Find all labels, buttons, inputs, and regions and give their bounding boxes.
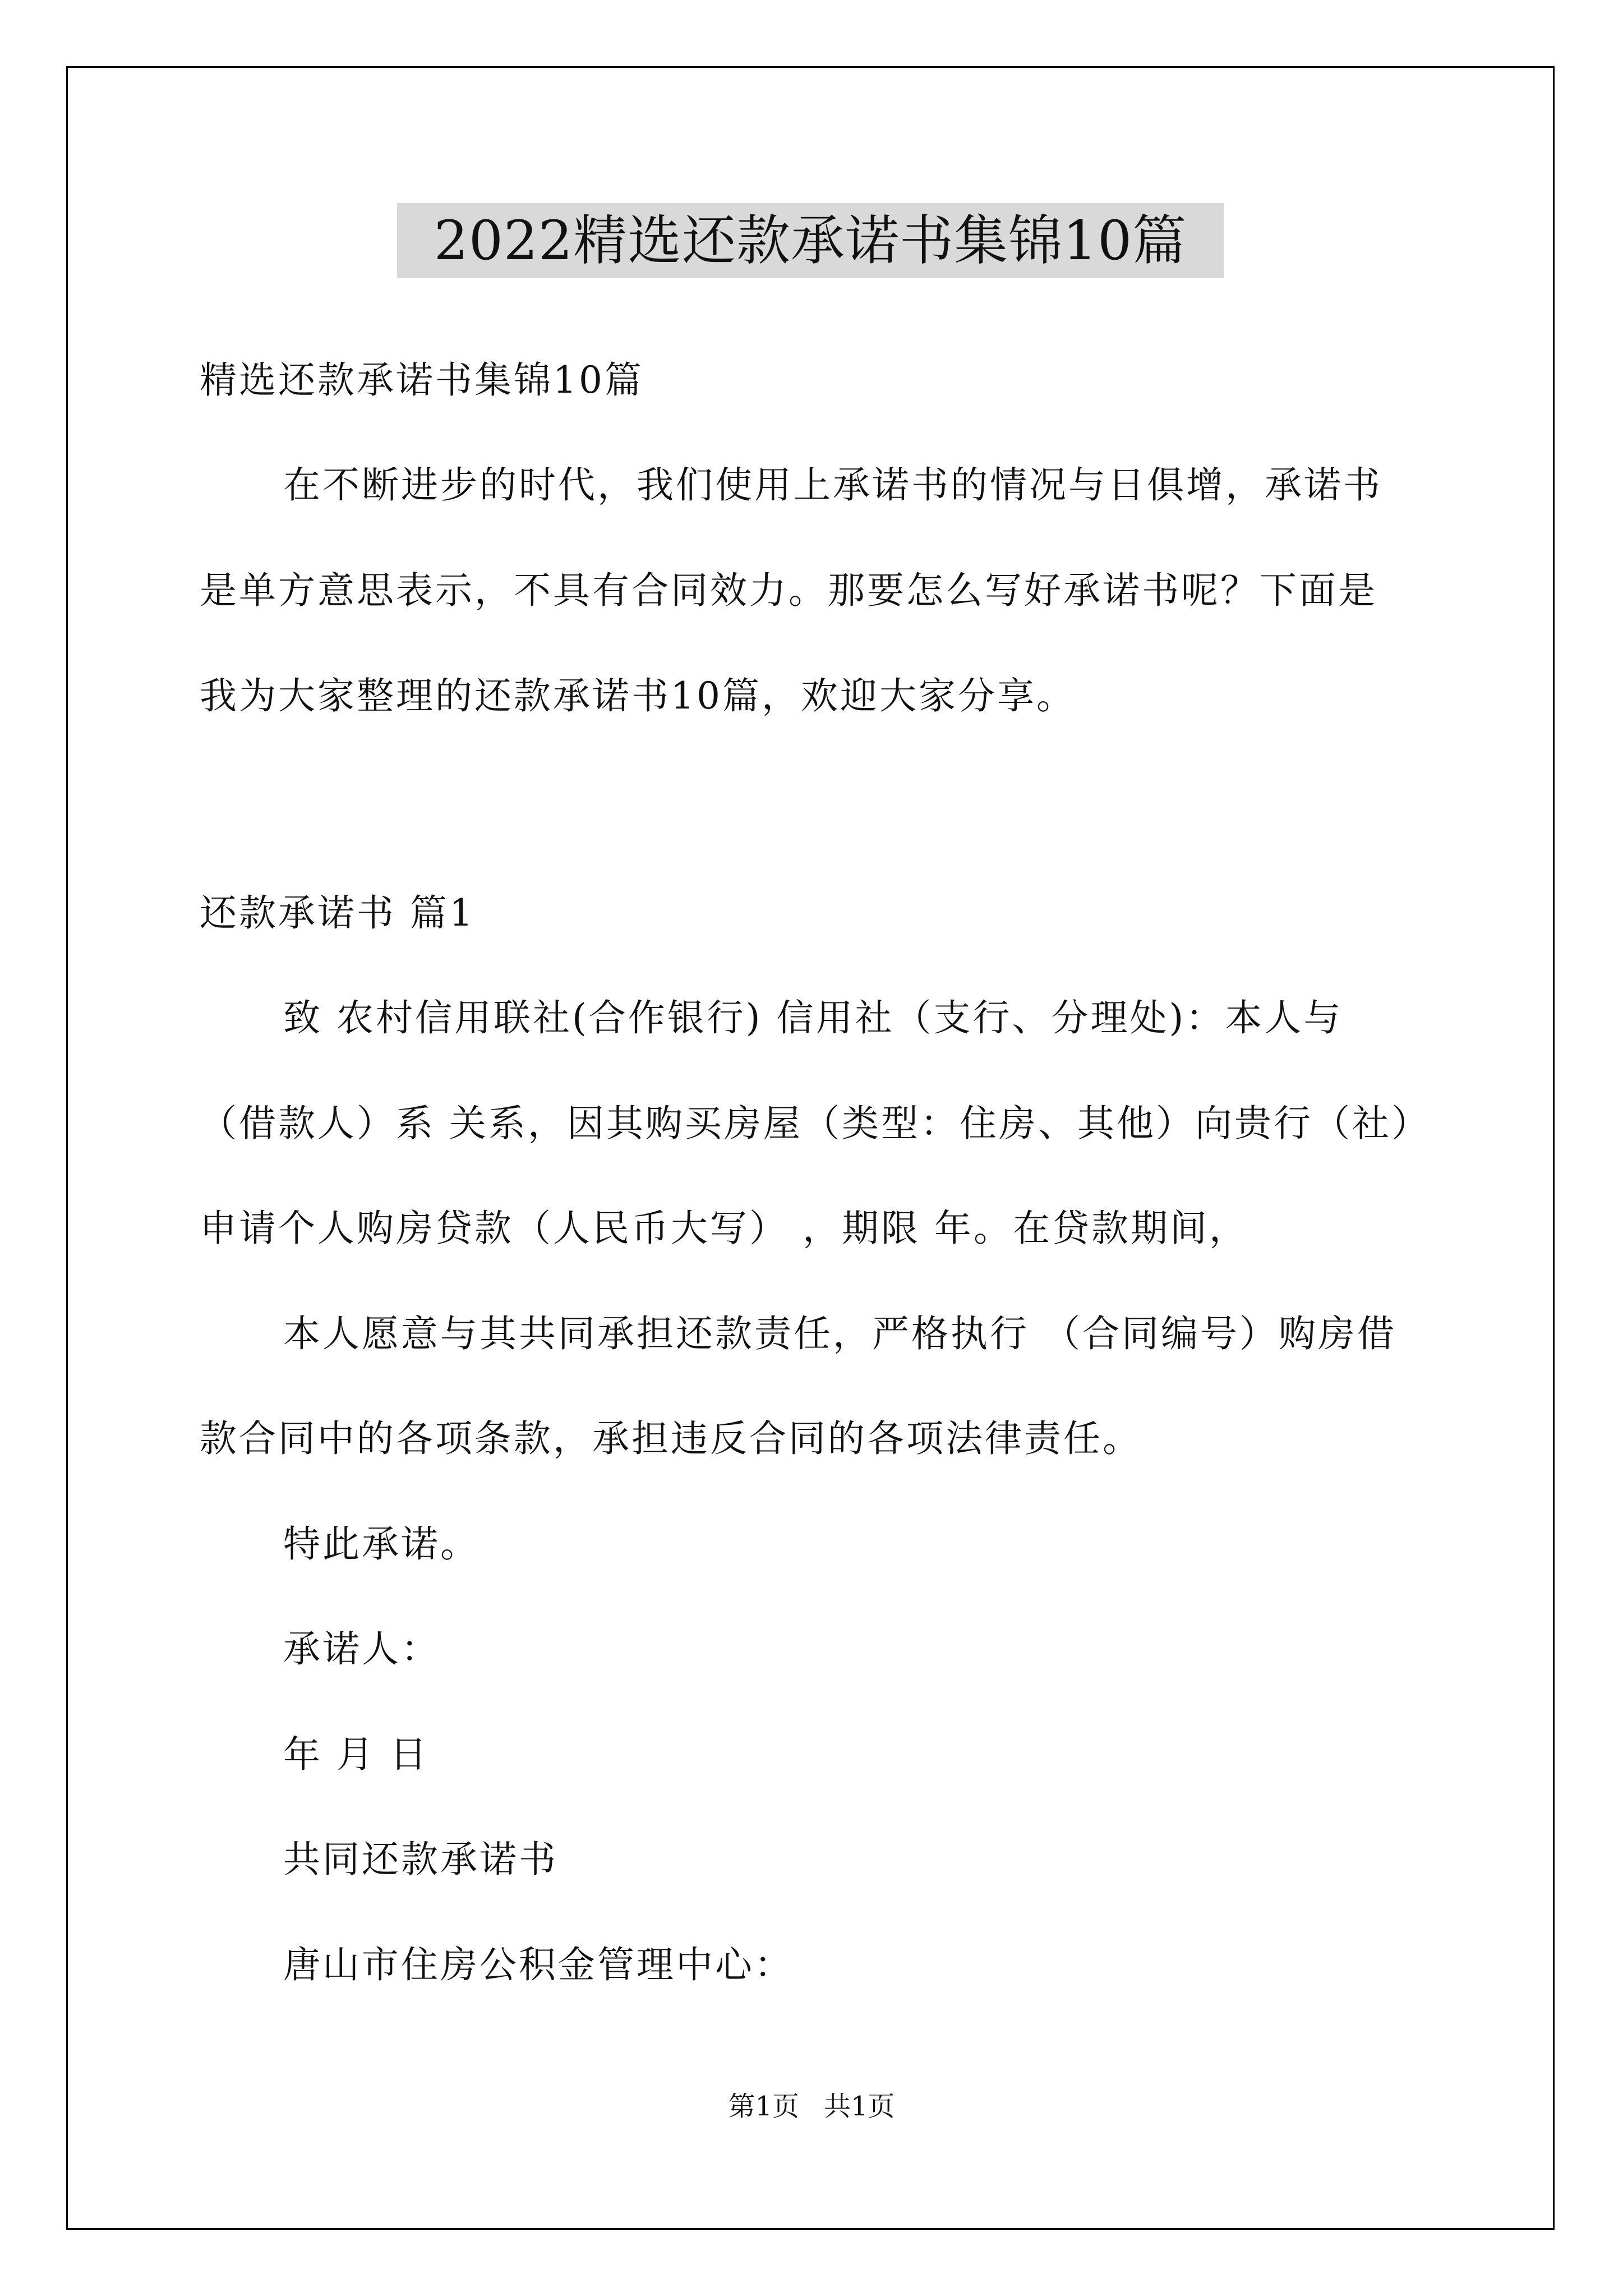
body-line-1: 致 农村信用联社(合作银行) 信用社（支行、分理处)：本人与	[283, 996, 1343, 1039]
section-heading: 还款承诺书 篇1	[200, 891, 475, 935]
body-line-2: （借款人）系 关系，因其购买房屋（类型：住房、其他）向贵行（社）	[200, 1102, 1431, 1145]
body-line-8: 年 月 日	[283, 1733, 429, 1776]
body-line-4: 本人愿意与其共同承担还款责任，严格执行 （合同编号）购房借	[283, 1312, 1396, 1355]
body-line-7: 承诺人：	[283, 1627, 440, 1671]
body-line-5: 款合同中的各项条款，承担违反合同的各项法律责任。	[200, 1417, 1142, 1460]
total-pages-label: 共1页	[824, 2091, 895, 2122]
intro-line-1: 在不断进步的时代，我们使用上承诺书的情况与日俱增，承诺书	[283, 463, 1382, 507]
page-number-label: 第1页	[728, 2091, 799, 2122]
intro-line-2: 是单方意思表示，不具有合同效力。那要怎么写好承诺书呢？下面是	[200, 569, 1377, 612]
body-line-10: 唐山市住房公积金管理中心：	[283, 1943, 794, 1986]
body-line-3: 申请个人购房贷款（人民币大写） ，期限 年。在贷款期间，	[200, 1207, 1248, 1250]
body-line-9: 共同还款承诺书	[283, 1838, 558, 1881]
document-title: 2022精选还款承诺书集锦10篇	[397, 203, 1224, 278]
intro-line-3: 我为大家整理的还款承诺书10篇，欢迎大家分享。	[200, 674, 1076, 717]
document-subtitle: 精选还款承诺书集锦10篇	[200, 358, 644, 402]
body-line-6: 特此承诺。	[283, 1522, 479, 1566]
page-footer	[0, 2090, 1623, 2123]
